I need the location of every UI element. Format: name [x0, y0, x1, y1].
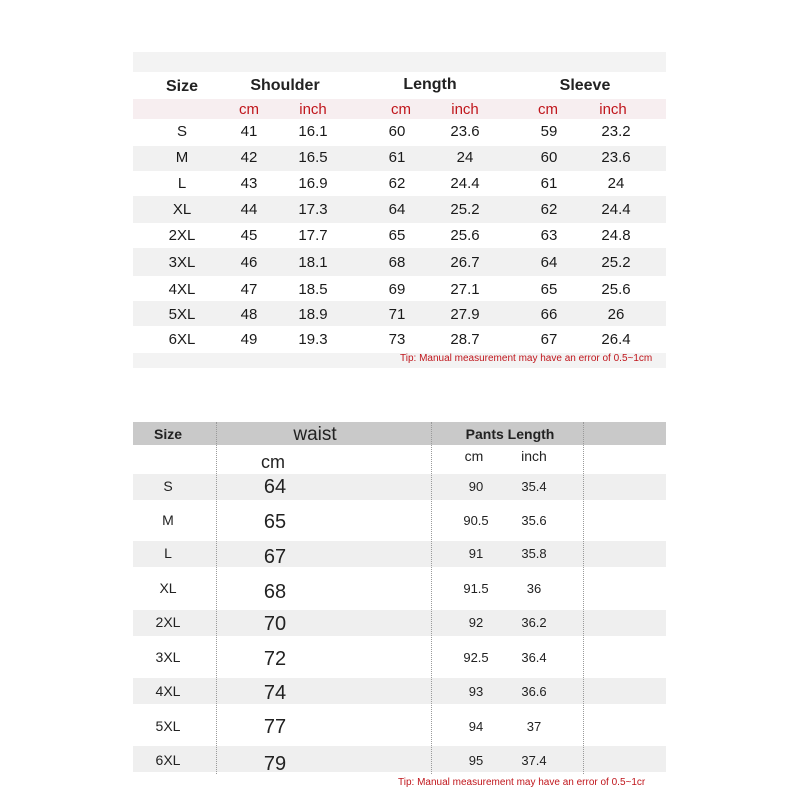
pants-cm-cell: 91.5 — [463, 581, 489, 596]
measurement-cell: 43 — [240, 175, 258, 192]
pants-length-header: Pants Length — [465, 426, 555, 442]
pants-inch-unit: inch — [521, 448, 547, 464]
measurement-cell: 41 — [240, 123, 258, 140]
measurement-cell: 59 — [540, 123, 558, 140]
column-divider — [583, 422, 584, 774]
size-cell: 2XL — [155, 614, 181, 630]
waist-cell: 72 — [263, 648, 287, 670]
pants-cm-cell: 91 — [468, 546, 484, 561]
measurement-cell: 69 — [388, 281, 406, 298]
measurement-cell: 23.2 — [601, 123, 631, 140]
pants-inch-cell: 36.4 — [521, 650, 547, 665]
bottom-row-band — [133, 541, 666, 567]
size-cell: L — [177, 175, 187, 192]
bottom-row-band — [133, 610, 666, 636]
measurement-cell: 24.4 — [450, 175, 480, 192]
waist-unit: cm — [261, 452, 285, 472]
size-cell: S — [176, 123, 188, 140]
pants-cm-cell: 90.5 — [463, 513, 489, 528]
measurement-cell: 25.6 — [450, 227, 480, 244]
waist-cell: 68 — [263, 581, 287, 603]
waist-cell: 67 — [263, 546, 287, 568]
measurement-cell: 27.9 — [450, 306, 480, 323]
measurement-cell: 24 — [456, 149, 474, 166]
measurement-cell: 24.8 — [601, 227, 631, 244]
unit-label: cm — [239, 101, 259, 118]
measurement-cell: 17.3 — [298, 201, 328, 218]
measurement-cell: 44 — [240, 201, 258, 218]
pants-inch-cell: 37.4 — [521, 753, 547, 768]
size-cell: 4XL — [168, 281, 196, 298]
measurement-cell: 45 — [240, 227, 258, 244]
size-header: Size — [165, 78, 199, 95]
pants-inch-cell: 36 — [526, 581, 542, 596]
measurement-cell: 24.4 — [601, 201, 631, 218]
waist-cell: 70 — [263, 613, 287, 635]
measurement-cell: 24 — [607, 175, 625, 192]
size-header: Size — [153, 426, 183, 442]
measurement-cell: 71 — [388, 306, 406, 323]
measurement-cell: 64 — [540, 254, 558, 271]
unit-label: inch — [299, 101, 327, 118]
shoulder-header: Shoulder — [250, 77, 320, 94]
size-cell: L — [164, 545, 172, 561]
bottom-row-band — [133, 678, 666, 704]
pants-cm-cell: 93 — [468, 684, 484, 699]
measurement-cell: 16.9 — [298, 175, 328, 192]
measurement-cell: 25.2 — [450, 201, 480, 218]
unit-label: cm — [391, 101, 411, 118]
waist-cell: 74 — [263, 682, 287, 704]
measurement-cell: 64 — [388, 201, 406, 218]
pants-inch-cell: 36.2 — [521, 615, 547, 630]
pants-cm-cell: 95 — [468, 753, 484, 768]
measurement-cell: 26.7 — [450, 254, 480, 271]
size-cell: 6XL — [155, 752, 181, 768]
waist-cell: 65 — [263, 511, 287, 533]
column-divider — [216, 422, 217, 774]
measurement-cell: 66 — [540, 306, 558, 323]
measurement-cell: 49 — [240, 331, 258, 348]
pants-cm-cell: 92.5 — [463, 650, 489, 665]
pants-cm-cell: 94 — [468, 719, 484, 734]
sleeve-header: Sleeve — [559, 77, 611, 94]
measurement-cell: 46 — [240, 254, 258, 271]
measurement-cell: 26 — [607, 306, 625, 323]
measurement-cell: 18.5 — [298, 281, 328, 298]
column-divider — [431, 422, 432, 774]
pants-cm-cell: 92 — [468, 615, 484, 630]
waist-cell: 77 — [263, 716, 287, 738]
size-cell: 4XL — [155, 683, 181, 699]
measurement-cell: 48 — [240, 306, 258, 323]
size-cell: XL — [172, 201, 192, 218]
tip-note: Tip: Manual measurement may have an error of 0.5~1cm — [400, 353, 653, 364]
measurement-cell: 18.1 — [298, 254, 328, 271]
unit-label: inch — [451, 101, 479, 118]
size-cell: 3XL — [168, 254, 196, 271]
size-cell: 6XL — [168, 331, 196, 348]
measurement-cell: 17.7 — [298, 227, 328, 244]
measurement-cell: 16.5 — [298, 149, 328, 166]
tip-note: Tip: Manual measurement may have an error of 0.5~1cr — [398, 777, 646, 788]
bottom-row-band — [133, 474, 666, 500]
bottom-row-band — [133, 746, 666, 772]
length-header: Length — [403, 76, 457, 93]
measurement-cell: 42 — [240, 149, 258, 166]
pants-inch-cell: 37 — [526, 719, 542, 734]
size-cell: 5XL — [168, 306, 196, 323]
measurement-cell: 61 — [540, 175, 558, 192]
bottom-header-band — [133, 422, 666, 445]
measurement-cell: 25.2 — [601, 254, 631, 271]
pants-inch-cell: 36.6 — [521, 684, 547, 699]
measurement-cell: 68 — [388, 254, 406, 271]
waist-cell: 79 — [263, 753, 287, 775]
measurement-cell: 25.6 — [601, 281, 631, 298]
waist-header: waist — [293, 424, 337, 445]
measurement-cell: 60 — [540, 149, 558, 166]
measurement-cell: 23.6 — [450, 123, 480, 140]
pants-inch-cell: 35.4 — [521, 479, 547, 494]
size-cell: XL — [159, 580, 177, 596]
unit-label: inch — [599, 101, 627, 118]
waist-cell: 64 — [263, 476, 287, 498]
pants-inch-cell: 35.6 — [521, 513, 547, 528]
measurement-cell: 65 — [388, 227, 406, 244]
size-cell: 5XL — [155, 718, 181, 734]
measurement-cell: 26.4 — [601, 331, 631, 348]
size-cell: M — [175, 149, 189, 166]
measurement-cell: 18.9 — [298, 306, 328, 323]
size-cell: S — [163, 478, 173, 494]
size-cell: 2XL — [168, 227, 196, 244]
measurement-cell: 19.3 — [298, 331, 328, 348]
pants-inch-cell: 35.8 — [521, 546, 547, 561]
measurement-cell: 62 — [540, 201, 558, 218]
measurement-cell: 62 — [388, 175, 406, 192]
measurement-cell: 16.1 — [298, 123, 328, 140]
measurement-cell: 28.7 — [450, 331, 480, 348]
size-cell: M — [162, 512, 174, 528]
measurement-cell: 27.1 — [450, 281, 480, 298]
measurement-cell: 23.6 — [601, 149, 631, 166]
size-cell: 3XL — [155, 649, 181, 665]
measurement-cell: 60 — [388, 123, 406, 140]
pants-cm-unit: cm — [464, 448, 484, 464]
measurement-cell: 73 — [388, 331, 406, 348]
pants-cm-cell: 90 — [468, 479, 484, 494]
measurement-cell: 61 — [388, 149, 406, 166]
measurement-cell: 67 — [540, 331, 558, 348]
measurement-cell: 65 — [540, 281, 558, 298]
unit-label: cm — [538, 101, 558, 118]
measurement-cell: 47 — [240, 281, 258, 298]
measurement-cell: 63 — [540, 227, 558, 244]
